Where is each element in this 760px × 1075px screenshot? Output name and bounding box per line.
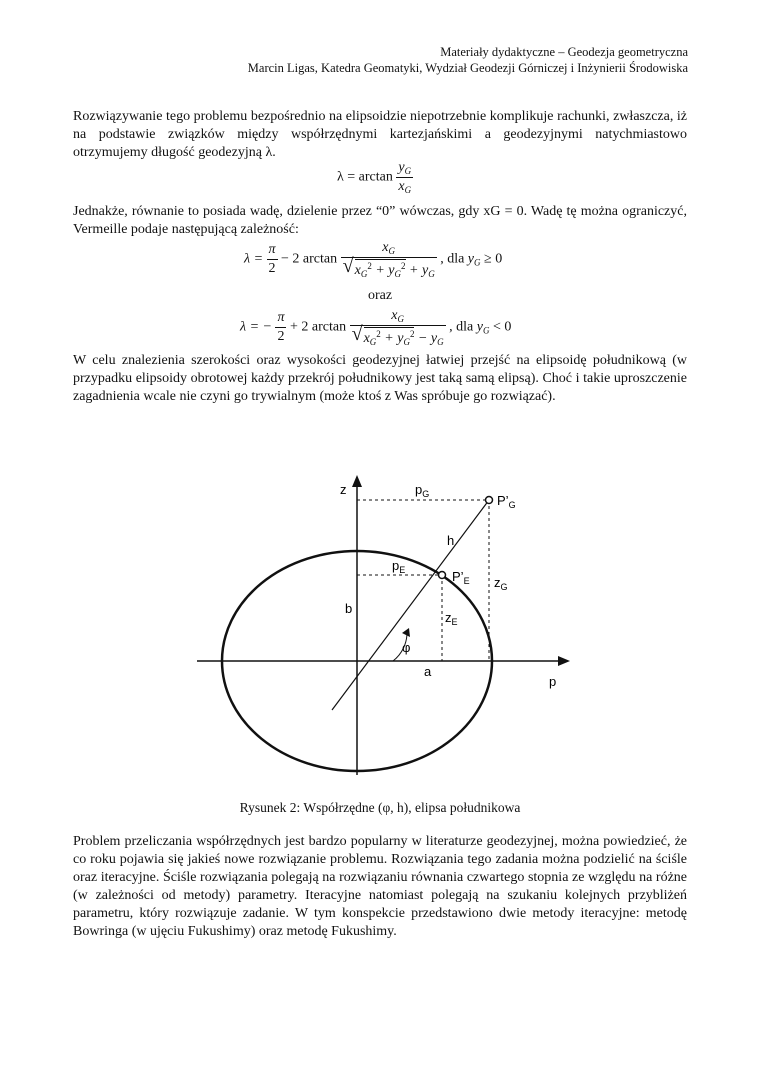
label-a: a [424, 664, 432, 679]
label-h: h [447, 533, 455, 548]
phi-arc-arrow [402, 628, 410, 637]
p-axis-arrow [558, 656, 570, 666]
label-p: p [549, 674, 557, 689]
formula-arctan-simple: λ = arctan $\frac{y_G}{x_G}$ [337, 160, 412, 195]
paragraph-3: W celu znalezienia szerokości oraz wysokości geodezyjnej łatwiej przejść na elipsoidę południkową (w przypadku elipsoidy obrotowej każdy przekrój południkowy jest taką samą elipsą). Choć i takie uproszczenie zagadnienia wcale nie czyni go trywialnym (może ktoś z Was spróbuje go rozwiązać). [73, 353, 687, 404]
formula-vermeille-positive: λ = $\frac{\pi}{2}$ − 2 arctan $x_G$ √ $x_G^2 + y_G^2 + y_G$ , dla $y_G \ge 0$ [244, 240, 503, 279]
oraz-label: oraz [367, 288, 393, 303]
paragraph-4: Problem przeliczania współrzędnych jest bardzo popularny w literaturze geodezyjnej, można powiedzieć, że co roku pojawia się jakieś nowe rozwiązanie problemu. Rozwiązania tego zadania można podzielić na ściśle oraz iteracyjne. Ściśle rozwiązania polegają na rozwiązaniu równania czwartego stopnia ze względu na różne (w zależności od metody) parametry. Iteracyjne natomiast polegają na szukaniu kolejnych przybliżeń parametru, który rozwiązuje zadanie. W tym konspekcie przedstawiono dwie metody iteracyjne: metodę Bowringa (w ujęciu Fukushimy) oraz metodę Fukushimy. [73, 834, 687, 939]
formula-vermeille-negative: λ = − $\frac{\pi}{2}$ + 2 arctan $x_G$ √ $x_G^2 + y_G^2 - y_G$ , dla $y_G < 0$ [240, 308, 512, 347]
label-z: z [340, 482, 347, 497]
label-phi: φ [402, 640, 411, 655]
label-pe: $p_E$ [392, 558, 406, 575]
page-header [248, 44, 688, 76]
label-point-e: $P’_E$ [452, 569, 470, 586]
meridian-ellipse-figure [0, 470, 760, 790]
header-line-2: Marcin Ligas, Katedra Geomatyki, Wydział Geodezji Górniczej i Inżynierii Środowiska [247, 61, 688, 75]
paragraph-2: Jednakże, równanie to posiada wadę, dzielenie przez “0” wówczas, gdy xG = 0. Wadę tę można ograniczyć, Vermeille podaje następującą zależność: [73, 204, 687, 237]
figure-caption: Rysunek 2: Współrzędne (φ, h), elipsa południkowa [239, 800, 521, 815]
label-b: b [345, 601, 353, 616]
label-zg: $z_G$ [494, 575, 508, 592]
header-line-1: Materiały dydaktyczne – Geodezja geometryczna [440, 45, 688, 59]
point-pg [486, 497, 493, 504]
normal-line [332, 500, 489, 710]
label-pg: $p_G$ [415, 482, 430, 499]
point-pe [439, 572, 446, 579]
paragraph-1: Rozwiązywanie tego problemu bezpośrednio na elipsoidzie niepotrzebnie komplikuje rachunki, zwłaszcza, iż na podstawie związków między współrzędnymi kartezjańskimi a geodezyjnymi natychmiastowo otrzymujemy długość geodezyjną λ. [73, 109, 687, 160]
label-point-g: $P’_G$ [497, 493, 516, 510]
z-axis-arrow [352, 475, 362, 487]
label-ze: $z_E$ [445, 610, 458, 627]
